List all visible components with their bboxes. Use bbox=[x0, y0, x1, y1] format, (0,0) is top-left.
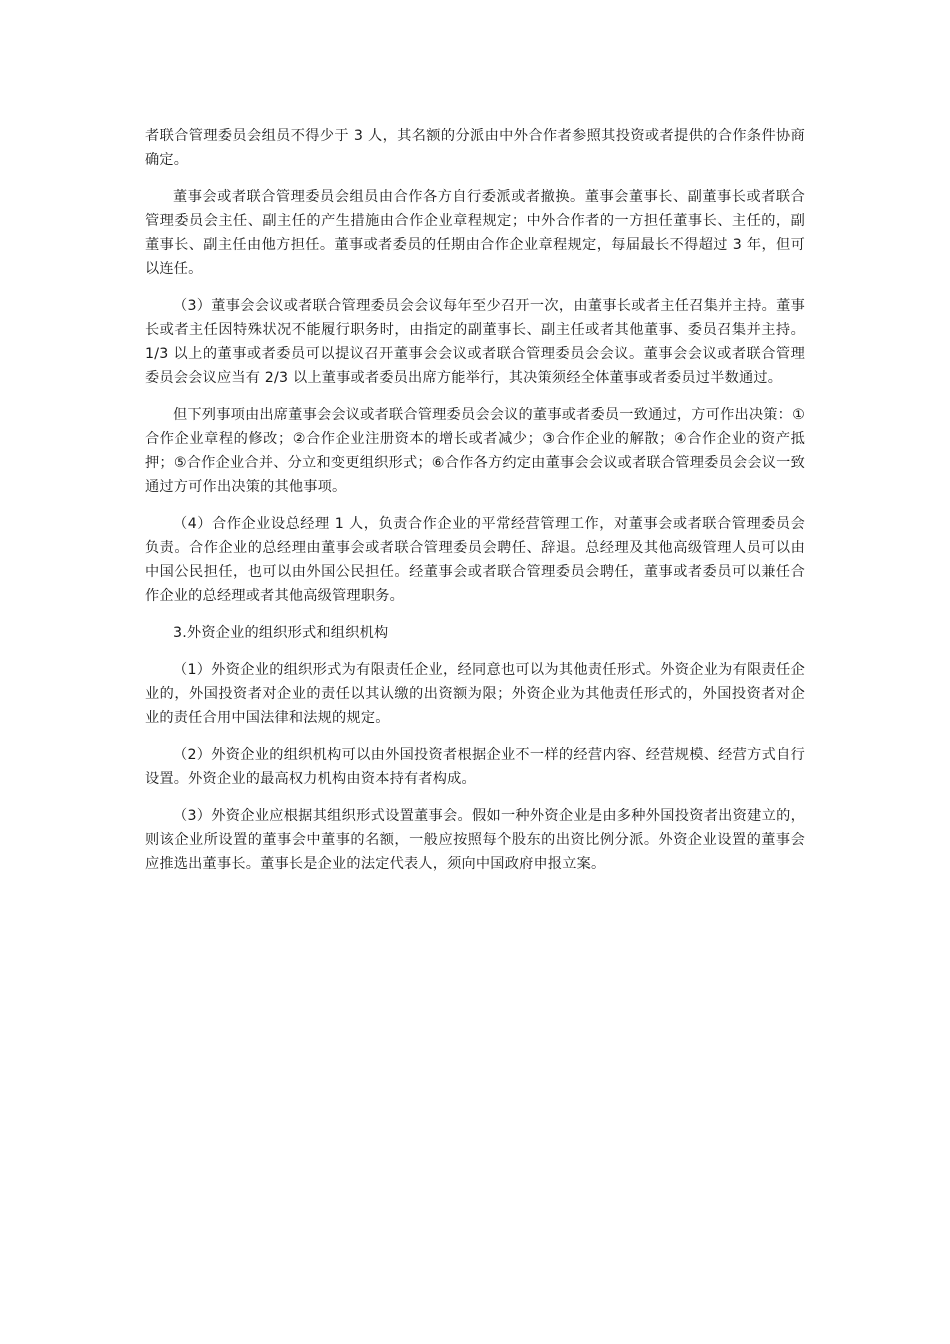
paragraph-organization-form: （1）外资企业的组织形式为有限责任企业，经同意也可以为其他责任形式。外资企业为有限责任企业的，外国投资者对企业的责任以其认缴的出资额为限；外资企业为其他责任形式的，外国投资者对企业的责任合用中国法律和法规的规定。 bbox=[145, 662, 805, 726]
section-heading-foreign-enterprise: 3.外资企业的组织形式和组织机构 bbox=[173, 625, 389, 641]
paragraph-continued: 者联合管理委员会组员不得少于 3 人，其名额的分派由中外合作者参照其投资或者提供的合作条件协商确定。 bbox=[145, 128, 805, 168]
paragraph-general-manager: （4）合作企业设总经理 1 人，负责合作企业的平常经营管理工作，对董事会或者联合管理委员会负责。合作企业的总经理由董事会或者联合管理委员会聘任、辞退。总经理及其他高级管理人员可以由中国公民担任，也可以由外国公民担任。经董事会或者联合管理委员会聘任，董事或者委员可以兼任合作企业的总经理或者其他高级管理职务。 bbox=[145, 516, 805, 604]
paragraph-board-meeting: （3）董事会会议或者联合管理委员会会议每年至少召开一次，由董事长或者主任召集并主持。董事长或者主任因特殊状况不能履行职务时，由指定的副董事长、副主任或者其他董事、委员召集并主持。1/3 以上的董事或者委员可以提议召开董事会会议或者联合管理委员会会议。董事会会议或者联合管理委员会会议应当有 2/3 以上董事或者委员出席方能举行，其决策须经全体董事或者委员过半数通过。 bbox=[145, 298, 805, 386]
paragraph-board-appointment: 董事会或者联合管理委员会组员由合作各方自行委派或者撤换。董事会董事长、副董事长或者联合管理委员会主任、副主任的产生措施由合作企业章程规定；中外合作者的一方担任董事长、主任的，副董事长、副主任由他方担任。董事或者委员的任期由合作企业章程规定，每届最长不得超过 3 年，但可以连任。 bbox=[145, 189, 805, 277]
paragraph-unanimous-matters: 但下列事项由出席董事会会议或者联合管理委员会会议的董事或者委员一致通过，方可作出决策：①合作企业章程的修改；②合作企业注册资本的增长或者减少；③合作企业的解散；④合作企业的资产抵押；⑤合作企业合并、分立和变更组织形式；⑥合作各方约定由董事会会议或者联合管理委员会会议一致通过方可作出决策的其他事项。 bbox=[145, 407, 805, 495]
paragraph-board-setup: （3）外资企业应根据其组织形式设置董事会。假如一种外资企业是由多种外国投资者出资建立的，则该企业所设置的董事会中董事的名额，一般应按照每个股东的出资比例分派。外资企业设置的董事会应推选出董事长。董事长是企业的法定代表人，须向中国政府申报立案。 bbox=[145, 808, 805, 872]
document-body bbox=[145, 124, 805, 889]
paragraph-organization-structure: （2）外资企业的组织机构可以由外国投资者根据企业不一样的经营内容、经营规模、经营方式自行设置。外资企业的最高权力机构由资本持有者构成。 bbox=[145, 747, 805, 787]
